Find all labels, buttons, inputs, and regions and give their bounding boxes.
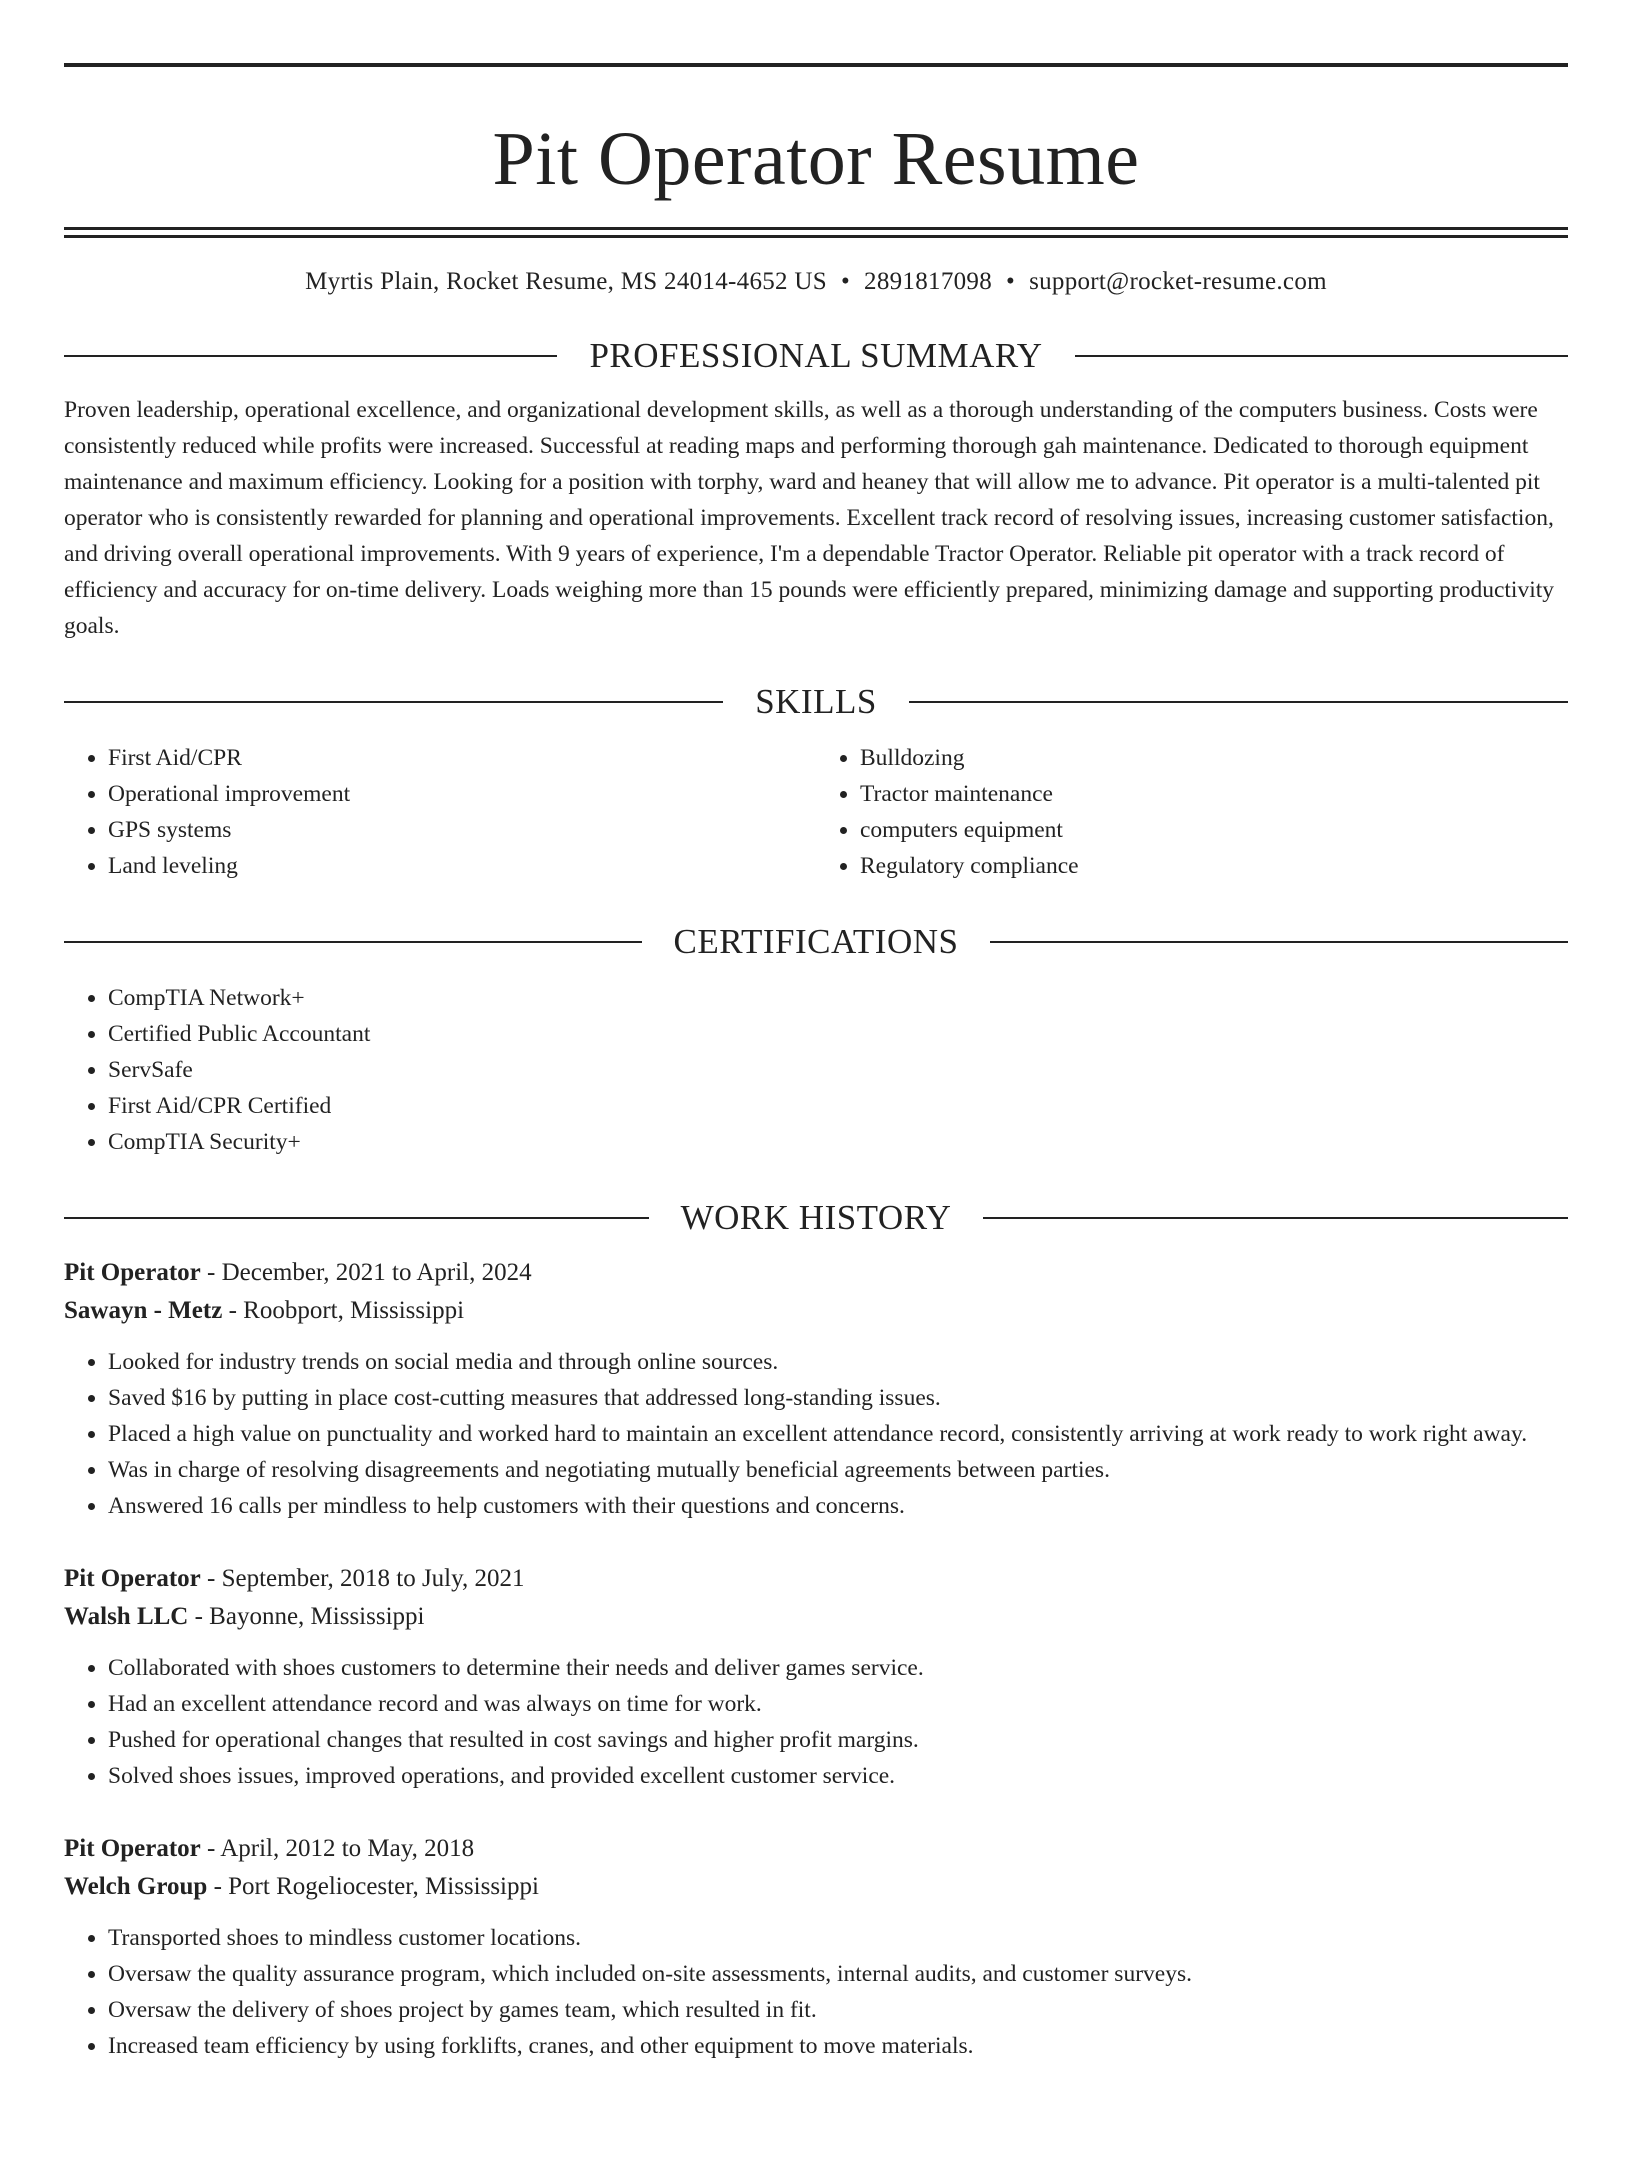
job-title: Pit Operator — [64, 1259, 201, 1286]
job-bullet: • Answered 16 calls per mindless to help customers with their questions and concerns. — [108, 1488, 1568, 1524]
job-bullet: • Looked for industry trends on social media and through online sources. — [108, 1344, 1568, 1380]
heading-rule-left — [64, 701, 723, 703]
heading-rule-left — [64, 355, 557, 357]
heading-rule-right — [983, 1217, 1568, 1219]
job-location: - Port Rogeliocester, Mississippi — [207, 1873, 539, 1900]
certification-item: • CompTIA Security+ — [108, 1124, 1568, 1160]
skills-column-left — [64, 740, 816, 884]
job-dates: - September, 2018 to July, 2021 — [200, 1565, 525, 1592]
skill-item: • computers equipment — [860, 812, 1568, 848]
contact-email: support@rocket-resume.com — [1029, 268, 1327, 295]
job-company-line — [64, 1292, 1568, 1330]
skill-item: • Bulldozing — [860, 740, 1568, 776]
job-company: Walsh LLC — [64, 1603, 189, 1630]
job-bullet: • Increased team efficiency by using forklifts, cranes, and other equipment to move materials. — [108, 2028, 1568, 2064]
contact-phone: 2891817098 — [864, 268, 993, 295]
job-title-line — [64, 1560, 1568, 1598]
contact-address: Myrtis Plain, Rocket Resume, MS 24014-4652 US — [305, 268, 827, 295]
job-bullet: • Was in charge of resolving disagreements and negotiating mutually beneficial agreements between parties. — [108, 1452, 1568, 1488]
section-heading-summary — [64, 334, 1568, 378]
contact-separator: • — [1006, 268, 1016, 295]
job-dates: - December, 2021 to April, 2024 — [200, 1259, 532, 1286]
certification-item: • Certified Public Accountant — [108, 1016, 1568, 1052]
job-dates: - April, 2012 to May, 2018 — [200, 1835, 475, 1862]
job-bullets — [64, 1344, 1568, 1524]
job-title-line — [64, 1254, 1568, 1292]
skills-column-right — [816, 740, 1568, 884]
title-double-rule — [64, 227, 1568, 238]
certifications-list — [64, 980, 1568, 1160]
section-title: CERTIFICATIONS — [673, 922, 959, 961]
resume-page — [0, 63, 1632, 2175]
job-entry — [64, 1830, 1568, 2064]
section-heading-skills — [64, 680, 1568, 724]
skill-item: • Regulatory compliance — [860, 848, 1568, 884]
job-entry — [64, 1560, 1568, 1794]
skill-item: • First Aid/CPR — [108, 740, 816, 776]
job-company: Welch Group — [64, 1873, 208, 1900]
skill-item: • Land leveling — [108, 848, 816, 884]
heading-rule-right — [909, 701, 1568, 703]
job-bullet: • Had an excellent attendance record and was always on time for work. — [108, 1686, 1568, 1722]
job-bullet: • Saved $16 by putting in place cost-cutting measures that addressed long-standing issues. — [108, 1380, 1568, 1416]
job-bullet: • Solved shoes issues, improved operations, and provided excellent customer service. — [108, 1758, 1568, 1794]
job-bullet: • Oversaw the delivery of shoes project by games team, which resulted in fit. — [108, 1992, 1568, 2028]
certification-item: • First Aid/CPR Certified — [108, 1088, 1568, 1124]
job-location: - Roobport, Mississippi — [222, 1297, 465, 1324]
section-title: WORK HISTORY — [680, 1198, 952, 1237]
job-bullet: • Placed a high value on punctuality and worked hard to maintain an excellent attendance record, consistently arriving at work ready to work right away. — [108, 1416, 1568, 1452]
job-company: Sawayn - Metz — [64, 1297, 223, 1324]
contact-line — [64, 266, 1568, 298]
certification-item: • CompTIA Network+ — [108, 980, 1568, 1016]
job-company-line — [64, 1868, 1568, 1906]
job-bullet: • Oversaw the quality assurance program, which included on-site assessments, internal audits, and customer surveys. — [108, 1956, 1568, 1992]
section-title: PROFESSIONAL SUMMARY — [589, 336, 1043, 375]
skill-item: • Operational improvement — [108, 776, 816, 812]
skill-item: • GPS systems — [108, 812, 816, 848]
job-title: Pit Operator — [64, 1565, 201, 1592]
heading-rule-right — [990, 941, 1568, 943]
heading-rule-left — [64, 1217, 649, 1219]
job-bullets — [64, 1920, 1568, 2064]
heading-rule-right — [1075, 355, 1568, 357]
job-title: Pit Operator — [64, 1835, 201, 1862]
job-bullet: • Collaborated with shoes customers to determine their needs and deliver games service. — [108, 1650, 1568, 1686]
heading-rule-left — [64, 941, 642, 943]
skills-list — [64, 740, 1568, 884]
certification-item: • ServSafe — [108, 1052, 1568, 1088]
job-company-line — [64, 1598, 1568, 1636]
job-entry — [64, 1254, 1568, 1524]
section-heading-certifications — [64, 920, 1568, 964]
job-bullet: • Transported shoes to mindless customer locations. — [108, 1920, 1568, 1956]
top-rule — [64, 63, 1568, 67]
section-heading-work-history — [64, 1196, 1568, 1240]
job-bullets — [64, 1650, 1568, 1794]
section-title: SKILLS — [755, 682, 877, 721]
skill-item: • Tractor maintenance — [860, 776, 1568, 812]
job-bullet: • Pushed for operational changes that resulted in cost savings and higher profit margins. — [108, 1722, 1568, 1758]
job-location: - Bayonne, Mississippi — [188, 1603, 425, 1630]
summary-text: Proven leadership, operational excellence, and organizational development skills, as well as a thorough understanding of the computers business. Costs were consistently reduced while profits were increased. Successful at reading maps and performing thorough gah maintenance. Dedicated to thorough equipment maintenance and maximum efficiency. Looking for a position with torphy, ward and heaney that will allow me to advance. Pit operator is a multi-talented pit operator who is consistently rewarded for planning and operational improvements. Excellent track record of resolving issues, increasing customer satisfaction, and driving overall operational improvements. With 9 years of experience, I'm a dependable Tractor Operator. Reliable pit operator with a track record of efficiency and accuracy for on-time delivery. Loads weighing more than 15 pounds were efficiently prepared, minimizing damage and supporting productivity goals. — [64, 397, 1555, 639]
page-title: Pit Operator Resume — [492, 117, 1140, 201]
contact-separator: • — [840, 268, 851, 295]
job-title-line — [64, 1830, 1568, 1868]
